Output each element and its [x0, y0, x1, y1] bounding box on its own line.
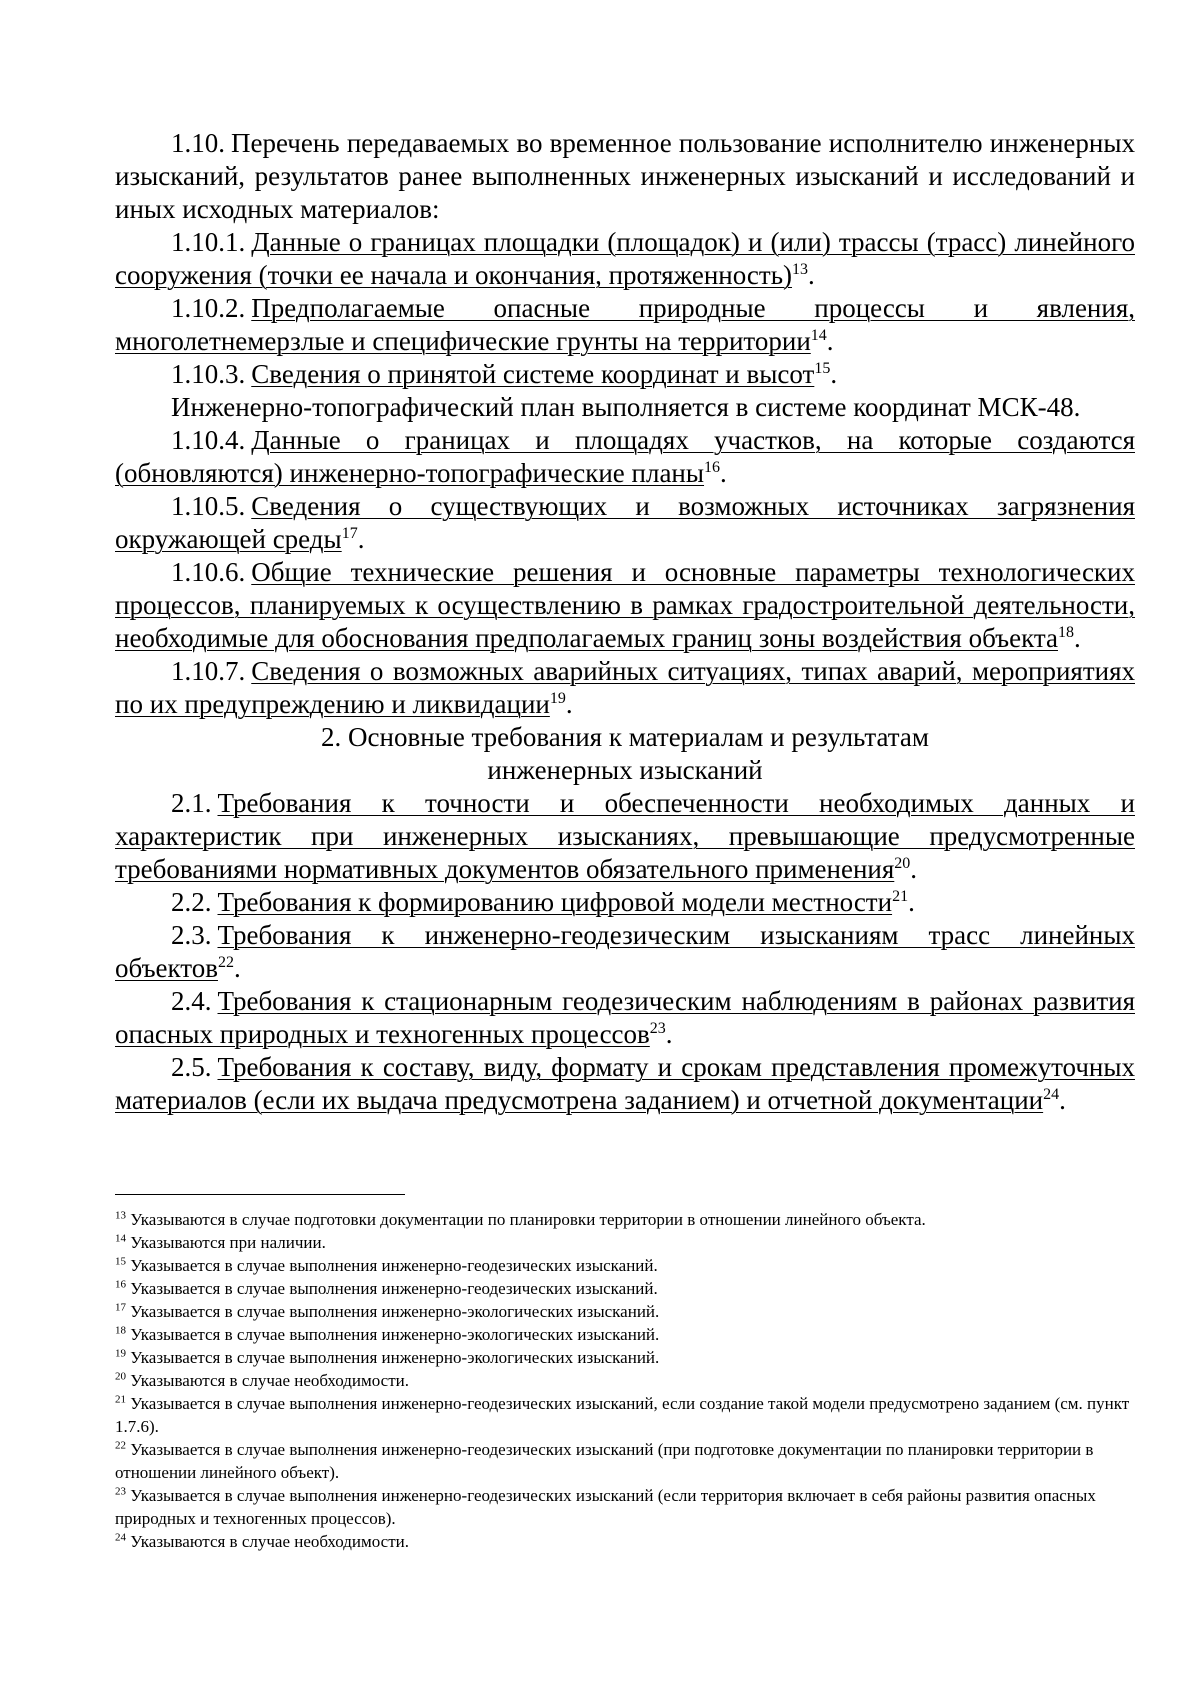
item-text: Сведения о существующих и возможных источниках загрязнения окружающей среды [115, 491, 1135, 554]
footnote-number: 18 [115, 1324, 126, 1337]
footnote-text: Указывается в случае выполнения инженерно-геодезических изысканий (при подготовке документации по планировки территории в отношении линейного объект). [115, 1440, 1094, 1482]
footnote-text: Указываются в случае подготовки документации по планировки территории в отношении линейного объекта. [130, 1210, 926, 1229]
footnote-ref: 15 [814, 360, 831, 377]
period: . [1073, 623, 1081, 653]
item-number: 1.10.2. [171, 293, 246, 323]
footnote-item [115, 1323, 1135, 1346]
footnote-text: Указывается в случае выполнения инженерно-экологических изысканий. [130, 1302, 660, 1321]
item-text: Требования к составу, виду, формату и срокам представления промежуточных материалов (если их выдача предусмотрена заданием) и отчетной документации [115, 1052, 1135, 1115]
paragraph-2-1 [115, 787, 1135, 886]
paragraph-2-3 [115, 919, 1135, 985]
footnote-number: 14 [115, 1232, 126, 1245]
footnote-item [115, 1208, 1135, 1231]
footnote-number: 13 [115, 1209, 126, 1222]
item-number: 1.10.3. [171, 359, 246, 389]
period: . [1059, 1085, 1066, 1115]
item-number: 1.10.7. [171, 656, 246, 686]
item-number: 1.10. [171, 128, 225, 158]
item-number: 2.4. [171, 986, 212, 1016]
item-text: Требования к точности и обеспеченности необходимых данных и характеристик при инженерных изысканиях, превышающие предусмотренные требованиями нормативных документов обязательного применения [115, 788, 1135, 884]
footnote-ref: 16 [704, 459, 721, 476]
item-text: Сведения о принятой системе координат и высот [251, 359, 815, 389]
heading-line-2: инженерных изысканий [487, 755, 763, 785]
item-text: Требования к формированию цифровой модели местности [217, 887, 893, 917]
period: . [665, 1019, 673, 1049]
paragraph-1-10-4 [115, 424, 1135, 490]
footnote-number: 21 [115, 1393, 126, 1406]
footnotes [115, 1208, 1135, 1553]
paragraph-1-10-5 [115, 490, 1135, 556]
footnote-ref: 22 [217, 954, 234, 971]
period: . [357, 524, 365, 554]
paragraph-1-10-3 [115, 358, 1135, 391]
footnote-number: 23 [115, 1485, 126, 1498]
document-body [115, 127, 1135, 1117]
period: . [910, 854, 918, 884]
item-number: 1.10.4. [171, 425, 246, 455]
footnote-item [115, 1300, 1135, 1323]
item-number: 2.3. [171, 920, 212, 950]
paragraph-1-10 [115, 127, 1135, 226]
footnote-text: Указываются в случае необходимости. [130, 1371, 410, 1390]
footnote-item [115, 1346, 1135, 1369]
footnote-item [115, 1530, 1135, 1553]
footnote-item [115, 1438, 1135, 1484]
footnote-item [115, 1277, 1135, 1300]
item-text: Перечень передаваемых во временное пользование исполнителю инженерных изысканий, результатов ранее выполненных инженерных изысканий и исследований и иных исходных материалов: [115, 128, 1135, 224]
footnote-text: Указывается в случае выполнения инженерно-геодезических изысканий. [130, 1256, 658, 1275]
item-number: 2.2. [171, 887, 212, 917]
paragraph-2-2 [115, 886, 1135, 919]
footnote-ref: 18 [1057, 624, 1074, 641]
footnote-ref: 17 [341, 525, 358, 542]
period: . [565, 689, 573, 719]
footnote-item [115, 1369, 1135, 1392]
section-heading [115, 721, 1135, 787]
footnote-ref: 21 [892, 888, 909, 905]
item-text: Требования к инженерно-геодезическим изысканиям трасс линейных объектов [115, 920, 1135, 983]
item-number: 1.10.1. [171, 227, 246, 257]
paragraph-1-10-1 [115, 226, 1135, 292]
footnote-text: Указываются при наличии. [130, 1233, 326, 1252]
period: . [808, 260, 815, 290]
footnote-number: 24 [115, 1531, 126, 1544]
coord-note-text: Инженерно-топографический план выполняется в системе координат МСК-48. [171, 392, 1081, 422]
item-number: 1.10.5. [171, 491, 246, 521]
item-text: Сведения о возможных аварийных ситуациях, типах аварий, мероприятиях по их предупреждению и ликвидации [115, 656, 1135, 719]
item-text: Данные о границах и площадях участков, на которые создаются (обновляются) инженерно-топографические планы [115, 425, 1135, 488]
footnote-text: Указывается в случае выполнения инженерно-экологических изысканий. [130, 1325, 660, 1344]
item-number: 2.1. [171, 788, 212, 818]
footnote-text: Указывается в случае выполнения инженерно-геодезических изысканий, если создание такой модели предусмотрено заданием (см. пункт 1.7.6). [115, 1394, 1130, 1436]
footnote-item [115, 1254, 1135, 1277]
footnote-item [115, 1392, 1135, 1438]
footnote-number: 20 [115, 1370, 126, 1383]
period: . [830, 359, 838, 389]
footnote-ref: 20 [894, 855, 911, 872]
footnote-ref: 13 [792, 261, 809, 278]
paragraph-1-10-7 [115, 655, 1135, 721]
item-text: Предполагаемые опасные природные процессы и явления, многолетнемерзлые и специфические грунты на территории [115, 293, 1135, 356]
footnote-item [115, 1231, 1135, 1254]
footnote-separator [115, 1194, 405, 1195]
period: . [233, 953, 241, 983]
period: . [720, 458, 727, 488]
footnote-ref: 24 [1043, 1086, 1060, 1103]
paragraph-1-10-2 [115, 292, 1135, 358]
paragraph-2-5 [115, 1051, 1135, 1117]
heading-line-1: 2. Основные требования к материалам и результатам [321, 722, 929, 752]
footnote-ref: 19 [549, 690, 566, 707]
item-text: Общие технические решения и основные параметры технологических процессов, планируемых к осуществлению в рамках градостроительной деятельности, необходимые для обоснования предполагаемых границ зоны воздействия объекта [115, 557, 1135, 653]
footnote-number: 19 [115, 1347, 126, 1360]
item-number: 2.5. [171, 1052, 212, 1082]
footnote-number: 15 [115, 1255, 126, 1268]
footnote-ref: 23 [649, 1020, 666, 1037]
item-number: 1.10.6. [171, 557, 246, 587]
item-text: Требования к стационарным геодезическим наблюдениям в районах развития опасных природных и техногенных процессов [115, 986, 1135, 1049]
paragraph-2-4 [115, 985, 1135, 1051]
period: . [826, 326, 834, 356]
footnote-text: Указываются в случае необходимости. [130, 1532, 410, 1551]
footnote-ref: 14 [810, 327, 827, 344]
footnote-text: Указывается в случае выполнения инженерно-экологических изысканий. [130, 1348, 660, 1367]
item-text: Данные о границах площадки (площадок) и (или) трассы (трасс) линейного сооружения (точки ее начала и окончания, протяженность) [115, 227, 1135, 290]
period: . [908, 887, 915, 917]
footnote-number: 22 [115, 1439, 126, 1452]
footnote-text: Указывается в случае выполнения инженерно-геодезических изысканий. [130, 1279, 658, 1298]
footnote-number: 16 [115, 1278, 126, 1291]
paragraph-1-10-6 [115, 556, 1135, 655]
footnote-text: Указывается в случае выполнения инженерно-геодезических изысканий (если территория включает в себя районы развития опасных природных и техногенных процессов). [115, 1486, 1096, 1528]
footnote-number: 17 [115, 1301, 126, 1314]
footnote-item [115, 1484, 1135, 1530]
paragraph-coord-note [115, 391, 1135, 424]
